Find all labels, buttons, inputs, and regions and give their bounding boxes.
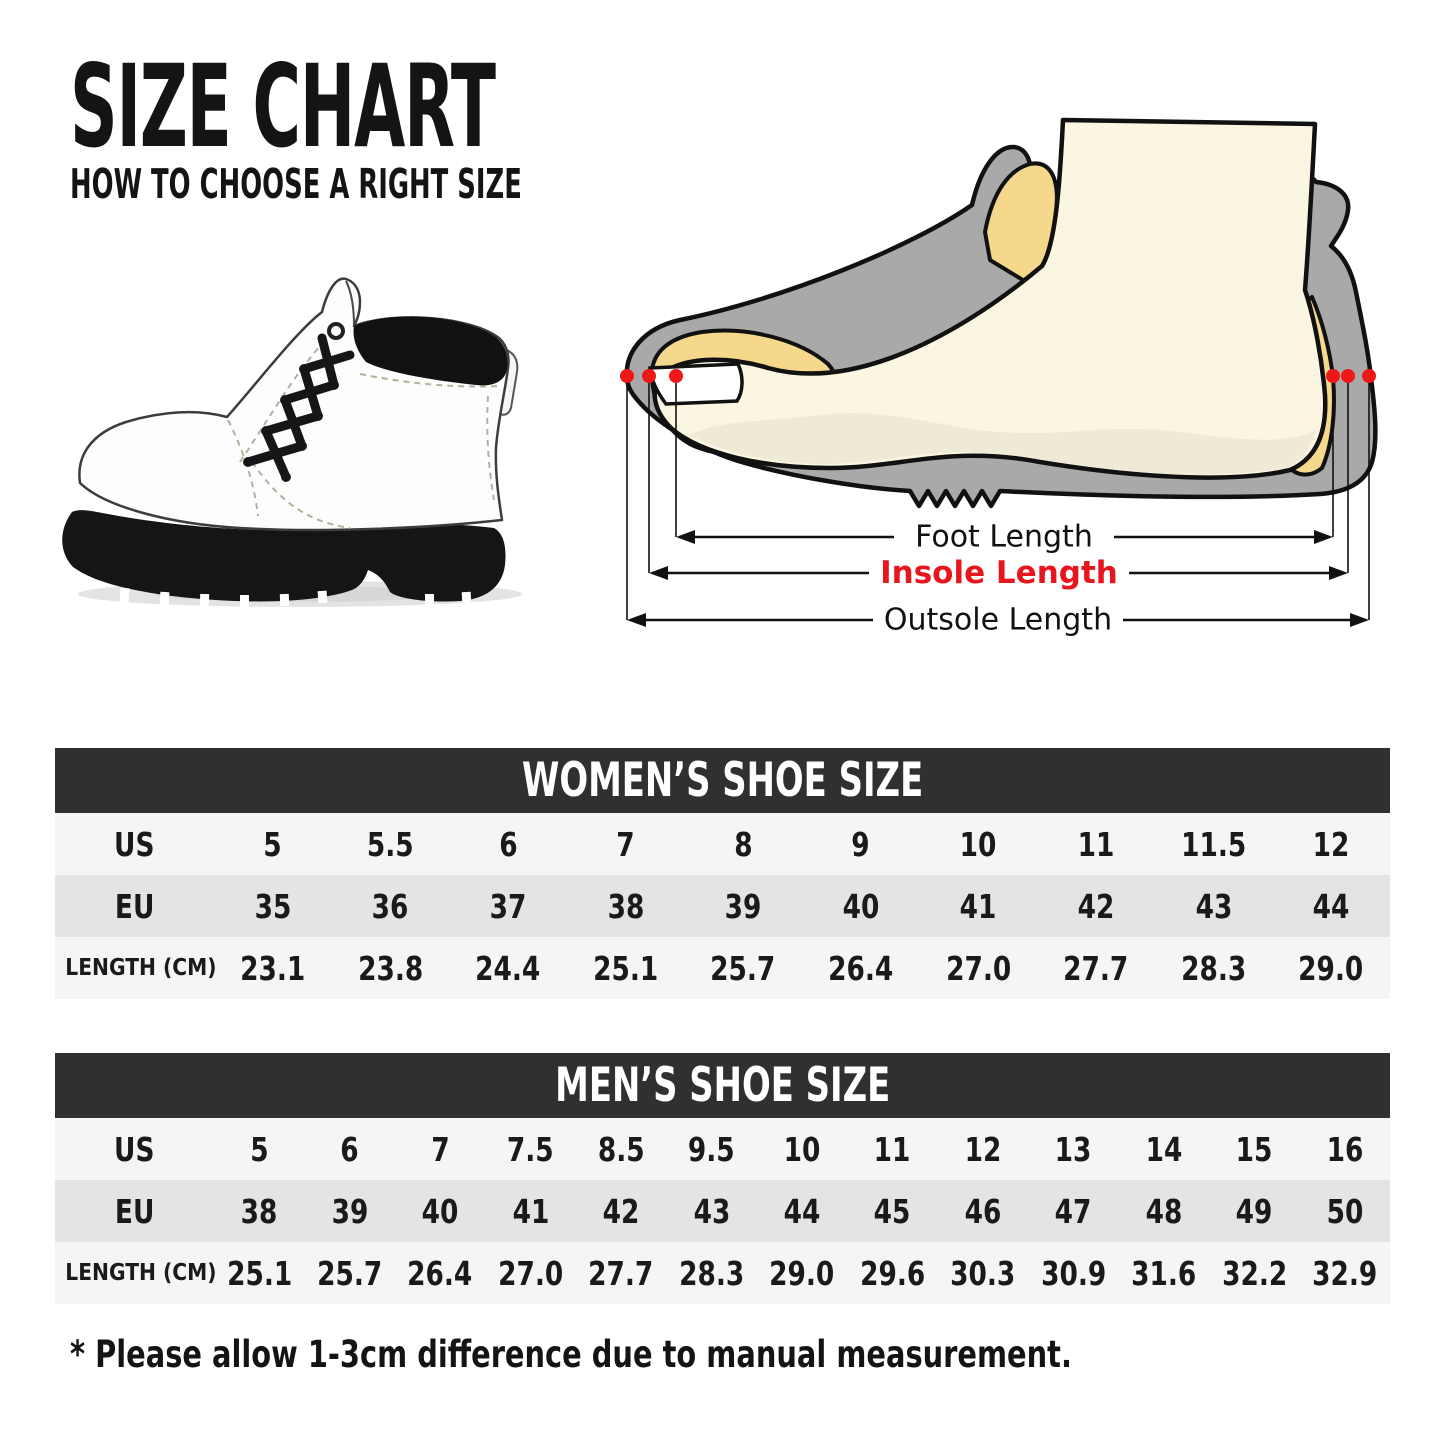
page-title: SIZE CHART [70, 40, 495, 173]
size-cell: 12 [964, 1129, 1002, 1169]
size-cell: 25.1 [593, 948, 659, 988]
size-cell: 29.6 [859, 1253, 925, 1293]
size-cell: 30.3 [950, 1253, 1016, 1293]
row-label: EU [114, 1191, 155, 1231]
row-label: LENGTH (CM) [65, 1260, 217, 1286]
size-cell: 24.4 [475, 948, 541, 988]
size-row-length-cm- [55, 937, 1390, 999]
size-cell: 50 [1326, 1191, 1364, 1231]
size-row-eu [55, 875, 1390, 937]
size-cell: 28.3 [1180, 948, 1247, 988]
size-cell: 7.5 [507, 1129, 554, 1169]
size-cell: 15 [1235, 1129, 1273, 1169]
measurement-note: * Please allow 1-3cm difference due to manual measurement. [70, 1333, 1072, 1376]
size-cell: 27.7 [588, 1253, 654, 1293]
size-cell: 5.5 [367, 824, 414, 864]
row-label: EU [114, 886, 155, 926]
size-cell: 9.5 [688, 1129, 735, 1169]
womens-size-table [55, 813, 1390, 999]
foot-measure-diagram [600, 95, 1445, 650]
mens-table-header [55, 1053, 1390, 1118]
womens-size-table-section [55, 748, 1390, 999]
mens-table-title: MEN’S SHOE SIZE [554, 1058, 891, 1113]
size-cell: 10 [959, 824, 997, 864]
mens-size-table [55, 1118, 1390, 1304]
size-cell: 27.0 [945, 948, 1011, 988]
size-cell: 9 [851, 824, 870, 864]
size-cell: 40 [421, 1191, 459, 1231]
size-cell: 43 [693, 1191, 730, 1231]
size-cell: 46 [964, 1191, 1002, 1231]
row-label: US [114, 824, 155, 864]
page-subtitle: HOW TO CHOOSE A RIGHT SIZE [70, 160, 522, 208]
size-cell: 7 [430, 1129, 450, 1169]
size-cell: 36 [372, 886, 409, 926]
toenail [650, 364, 742, 404]
size-cell: 25.7 [317, 1253, 383, 1293]
size-cell: 25.7 [710, 948, 776, 988]
size-row-us [55, 1118, 1390, 1180]
size-cell: 5 [263, 824, 282, 864]
size-cell: 35 [254, 886, 292, 926]
size-cell: 49 [1235, 1191, 1273, 1231]
size-cell: 47 [1054, 1191, 1092, 1231]
size-cell: 23.8 [357, 948, 423, 988]
size-cell: 13 [1054, 1129, 1092, 1169]
size-cell: 43 [1195, 886, 1232, 926]
size-row-length-cm- [55, 1242, 1390, 1304]
size-cell: 26.4 [407, 1253, 473, 1293]
size-cell: 11 [874, 1129, 911, 1169]
size-cell: 16 [1326, 1129, 1364, 1169]
size-cell: 29.0 [1298, 948, 1364, 988]
size-cell: 29.0 [769, 1253, 835, 1293]
foot-length-label: Foot Length [915, 519, 1093, 555]
size-row-us [55, 813, 1390, 875]
size-cell: 44 [783, 1191, 821, 1231]
size-cell: 12 [1312, 824, 1350, 864]
size-cell: 6 [498, 824, 518, 864]
size-cell: 23.1 [240, 948, 306, 988]
size-cell: 32.2 [1221, 1253, 1287, 1293]
size-cell: 31.6 [1131, 1253, 1197, 1293]
size-cell: 27.0 [498, 1253, 564, 1293]
size-cell: 42 [1077, 886, 1115, 926]
size-cell: 5 [250, 1129, 269, 1169]
size-cell: 30.9 [1040, 1253, 1106, 1293]
size-cell: 10 [783, 1129, 821, 1169]
size-row-eu [55, 1180, 1390, 1242]
size-cell: 44 [1312, 886, 1350, 926]
size-cell: 8 [733, 824, 753, 864]
size-cell: 7 [616, 824, 635, 864]
size-cell: 39 [724, 886, 762, 926]
size-cell: 6 [340, 1129, 359, 1169]
size-cell: 8.5 [597, 1129, 645, 1169]
womens-table-title: WOMEN’S SHOE SIZE [521, 753, 924, 808]
size-cell: 32.9 [1312, 1253, 1378, 1293]
row-label: LENGTH (CM) [65, 955, 217, 981]
womens-table-header [55, 748, 1390, 813]
size-cell: 11.5 [1180, 824, 1247, 864]
size-cell: 42 [602, 1191, 640, 1231]
size-cell: 41 [512, 1191, 549, 1231]
outsole-length-label: Outsole Length [883, 602, 1113, 638]
row-label: US [114, 1129, 155, 1169]
size-cell: 41 [959, 886, 997, 926]
size-cell: 26.4 [828, 948, 894, 988]
size-cell: 39 [331, 1191, 369, 1231]
size-cell: 11 [1077, 824, 1115, 864]
size-cell: 37 [489, 886, 527, 926]
size-cell: 45 [874, 1191, 911, 1231]
size-cell: 27.7 [1063, 948, 1129, 988]
size-cell: 25.1 [226, 1253, 292, 1293]
size-cell: 28.3 [678, 1253, 745, 1293]
size-cell: 48 [1145, 1191, 1183, 1231]
boot-product-image [45, 250, 590, 650]
size-cell: 38 [607, 886, 644, 926]
boot-upper [79, 279, 508, 530]
size-cell: 38 [240, 1191, 278, 1231]
size-cell: 14 [1145, 1129, 1183, 1169]
mens-size-table-section [55, 1053, 1390, 1304]
insole-length-label: Insole Length [880, 555, 1118, 591]
size-cell: 40 [842, 886, 880, 926]
